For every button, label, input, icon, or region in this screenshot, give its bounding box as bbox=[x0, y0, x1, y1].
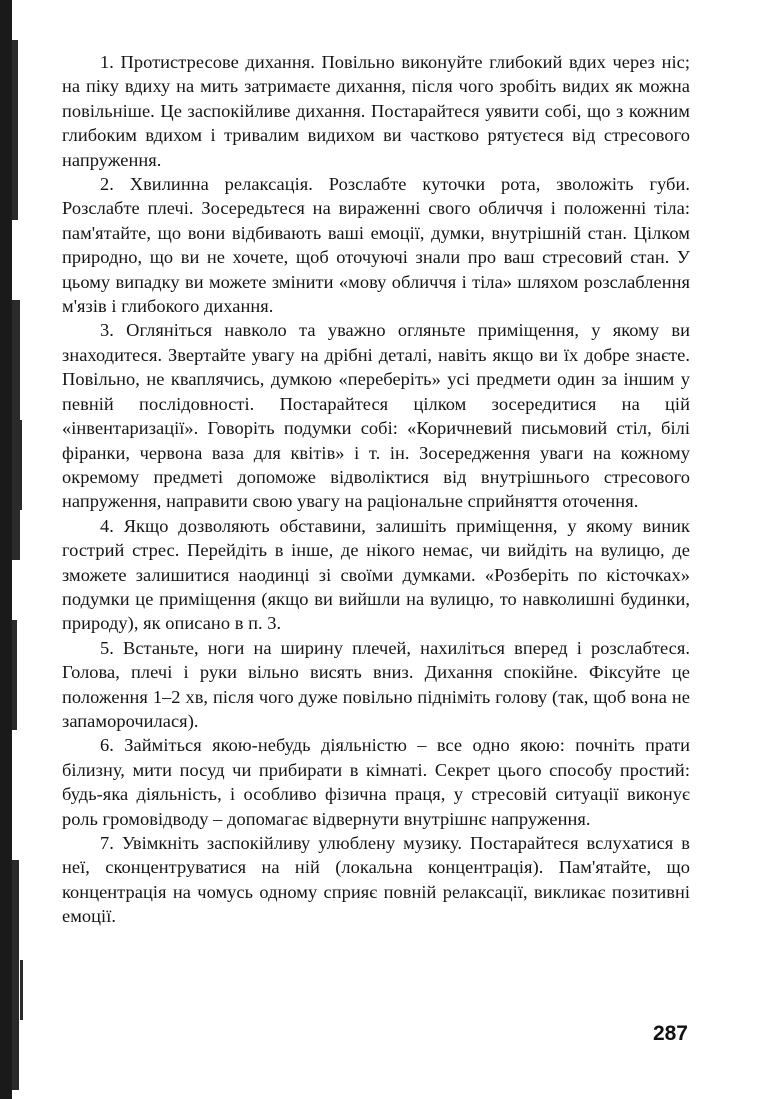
paragraph-3: 3. Огляніться навколо та уважно огляньте приміщення, у якому ви знаходитеся. Звертайте увагу на дрібні деталі, навіть якщо ви їх добре знаєте. Повільно, не кваплячись, думкою «переберіть» усі предмети один за іншим у певній послідовності. Постарайтеся цілком зосередитися на цій «інвентаризації». Говоріть подумки собі: «Коричневий письмовий стіл, білі фіранки, червона ваза для квітів» і т. ін. Зосередження уваги на кожному окремому предметі допоможе відволіктися від внутрішнього стресового напруження, направити свою увагу на раціональне сприйняття оточення. bbox=[62, 320, 690, 512]
page-number: 287 bbox=[652, 1022, 688, 1045]
paragraph-7: 7. Увімкніть заспокійливу улюблену музику. Постарайтеся вслухатися в неї, сконцентруватися на ній (локальна концентрація). Пам'ятайте, що концентрація на чомусь одному сприяє повній релаксації, викликає позитивні емоції. bbox=[62, 833, 690, 927]
paragraph-6: 6. Займіться якою-небудь діяльністю – все одно якою: почніть прати білизну, мити посуд чи прибирати в кімнаті. Секрет цього способу простий: будь-яка діяльність, і особливо фізична праця, у стресовій ситуації виконує роль громовідводу – допомагає відвернути внутрішнє напруження. bbox=[62, 735, 690, 829]
paragraph-4: 4. Якщо дозволяють обставини, залишіть приміщення, у якому виник гострий стрес. Перейдіть в інше, де нікого немає, чи вийдіть на вулицю, де зможете залишитися наодинці зі своїми думками. «Розберіть по кісточках» подумки це приміщення (якщо ви вийшли на вулицю, то навколишні будинки, природу), як описано в п. 3. bbox=[62, 515, 690, 634]
paragraph-2: 2. Хвилинна релаксація. Розслабте куточки рота, зволожіть губи. Розслабте плечі. Зосередьтеся на вираженні свого обличчя і положенні тіла: пам'ятайте, що вони відбивають ваші емоції, думки, внутрішній стан. Цілком природно, що ви не хочете, щоб оточуючі знали про ваш стресовий стан. У цьому випадку ви можете змінити «мову обличчя і тіла» шляхом розслаблення м'язів і глибокого дихання. bbox=[62, 174, 690, 317]
paragraph-5: 5. Встаньте, ноги на ширину плечей, нахиліться вперед і розслабтеся. Голова, плечі і руки вільно висять вниз. Дихання спокійне. Фіксуйте це положення 1–2 хв, після чого дуже повільно підніміть голову (так, щоб вона не запаморочилася). bbox=[62, 637, 690, 731]
scan-binding-edge bbox=[0, 0, 34, 1099]
paragraph-1: 1. Протистресове дихання. Повільно виконуйте глибокий вдих через ніс; на піку вдиху на мить затримаєте дихання, після чого зробіть видих як можна повільніше. Це заспокійливе дихання. Постарайтеся уявити собі, що з кожним глибоким вдихом і тривалим видихом ви частково рятуєтеся від стресового напруження. bbox=[62, 52, 690, 170]
page-body bbox=[62, 50, 690, 929]
